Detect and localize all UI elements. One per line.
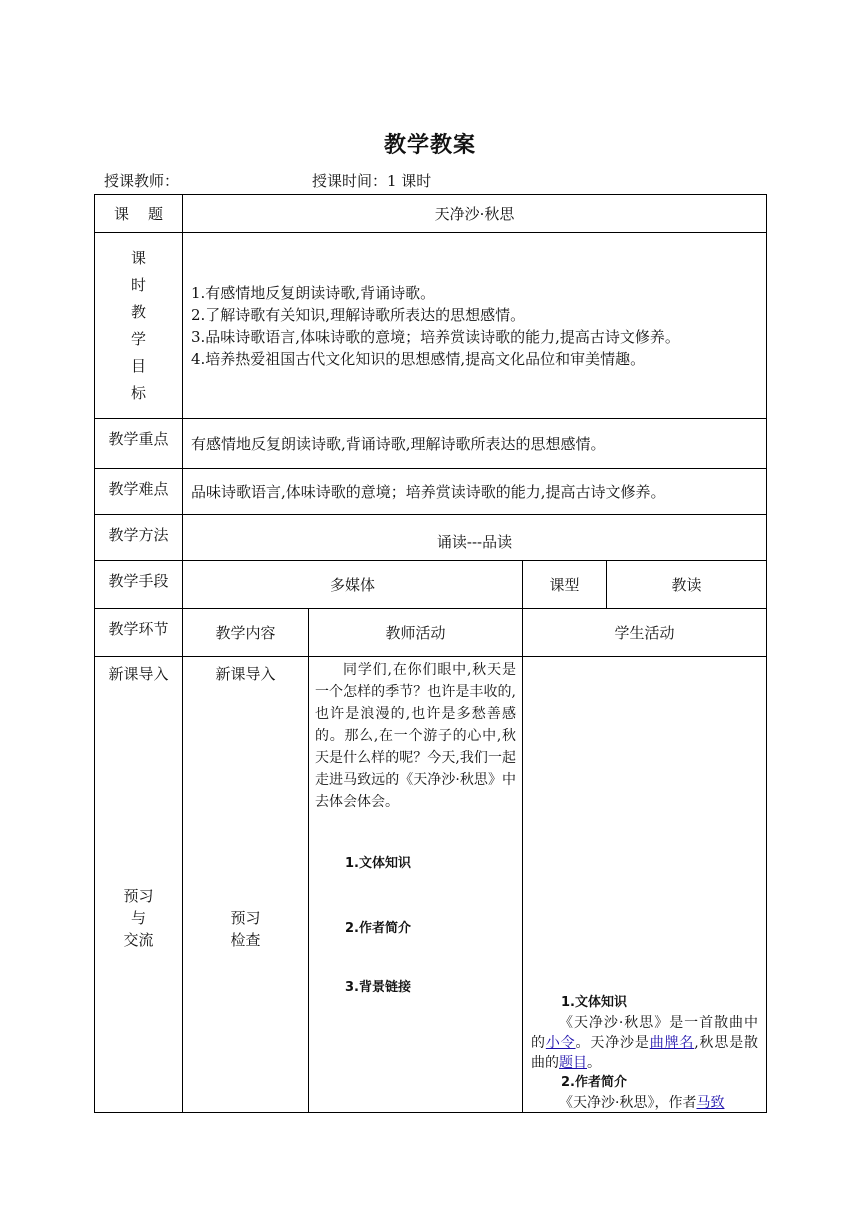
activity-row [95,657,767,1113]
student-activity-header: 学生活动 [523,609,767,657]
objective-item: 2.了解诗歌有关知识,理解诗歌所表达的思想感情。 [191,305,526,324]
header-row [95,609,767,657]
topic-label: 课 题 [95,195,183,233]
key-points-row [95,419,767,469]
teacher-activity-header: 教师活动 [309,609,523,657]
teacher-item-background: 3.背景链接 [345,980,411,995]
objectives-label: 课 时 教 学 目 标 [95,233,183,419]
student-heading-genre: 1.文体知识 [561,995,627,1010]
content-intro: 新课导入 [215,665,276,683]
difficulties-value: 品味诗歌语言,体味诗歌的意境；培养赏读诗歌的能力,提高古诗文修养。 [183,469,767,515]
link-timu[interactable]: 题目 [559,1055,587,1071]
objective-item: 1.有感情地反复朗读诗歌,背诵诗歌。 [191,283,436,302]
teacher-item-genre: 1.文体知识 [345,856,411,871]
teacher-intro-text: 同学们,在你们眼中,秋天是一个怎样的季节？也许是丰收的,也许是浪漫的,也许是多愁善感的。那么,在一个游子的心中,秋天是什么样的呢？今天,我们一起走进马致远的《天净沙·秋思》中去体会体会。 [315,662,516,810]
link-qupaiming[interactable]: 曲牌名 [649,1035,695,1051]
objectives-row [95,233,767,419]
teacher-activity-cell [309,657,523,1113]
method-row [95,515,767,561]
class-time-label: 授课时间：1 课时 [312,172,432,190]
means-row [95,561,767,609]
student-activity-cell [523,657,767,1113]
stage-cell [95,657,183,1113]
stage-preview: 预习 与 交流 [123,887,154,949]
teacher-item-author: 2.作者简介 [345,921,411,936]
difficulties-row [95,469,767,515]
student-genre-text: 《天净沙·秋思》是一首散曲中的小令。天净沙是曲牌名,秋思是散曲的题目。 [531,1015,759,1071]
means-value: 多媒体 [183,561,523,609]
lesson-type-value: 教读 [607,561,767,609]
content-preview: 预习 检查 [230,909,261,949]
objectives-list [183,233,767,419]
student-heading-author: 2.作者简介 [561,1075,627,1090]
objective-item: 3.品味诗歌语言,体味诗歌的意境；培养赏读诗歌的能力,提高古诗文修养。 [191,327,680,346]
stage-header: 教学环节 [95,609,183,657]
method-label: 教学方法 [95,515,183,561]
difficulties-label: 教学难点 [95,469,183,515]
key-points-label: 教学重点 [95,419,183,469]
means-label: 教学手段 [95,561,183,609]
content-header: 教学内容 [183,609,309,657]
objective-item: 4.培养热爱祖国古代文化知识的思想感情,提高文化品位和审美情趣。 [191,349,646,368]
method-value: 诵读---品读 [183,515,767,561]
lesson-plan-table [94,194,767,1113]
link-xiaoling[interactable]: 小令 [545,1035,576,1051]
stage-intro: 新课导入 [108,665,169,683]
page-title: 教学教案 [383,133,476,158]
lesson-type-label: 课型 [523,561,607,609]
teacher-label: 授课教师： [104,172,180,190]
topic-value: 天净沙·秋思 [183,195,767,233]
key-points-value: 有感情地反复朗读诗歌,背诵诗歌,理解诗歌所表达的思想感情。 [183,419,767,469]
topic-row [95,195,767,233]
content-cell [183,657,309,1113]
student-author-text: 《天净沙·秋思》，作者马致 [559,1095,725,1111]
link-mazhiyuan[interactable]: 马致 [696,1095,725,1111]
